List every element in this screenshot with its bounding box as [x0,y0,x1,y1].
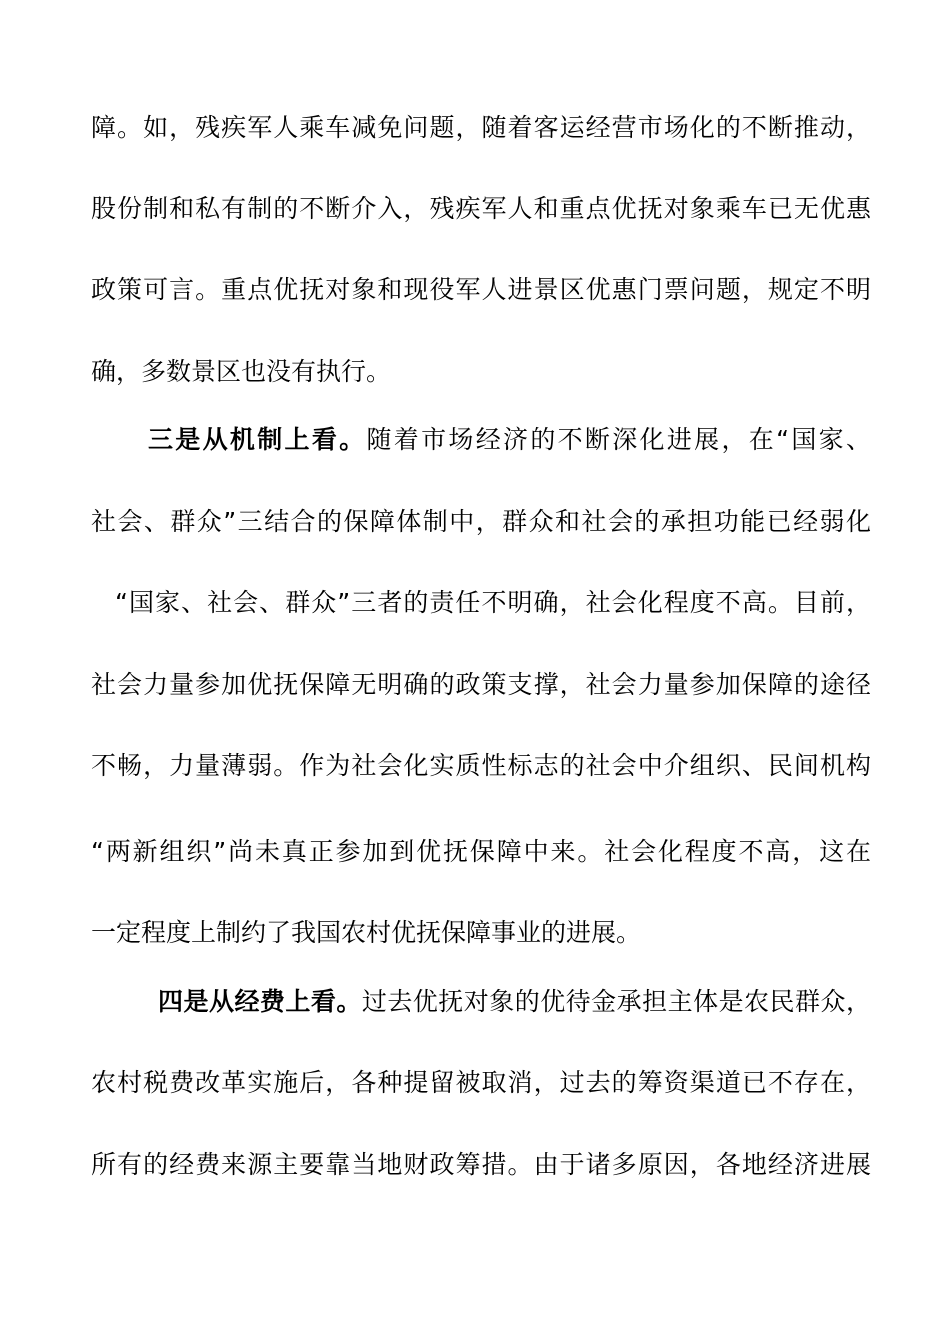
paragraph-mechanism-first-line [148,420,871,460]
text-line: 农村税费改革实施后，各种提留被取消，过去的筹资渠道已不存在， [91,1068,871,1097]
paragraph-funding-first-line [158,982,871,1022]
heading-funding: 四是从经费上看。 [158,987,362,1016]
text-run: 过去优抚对象的优待金承担主体是农民群众， [361,987,871,1016]
text-line: 股份制和私有制的不断介入，残疾军人和重点优抚对象乘车已无优惠 [91,194,871,223]
text-line: 障。如，残疾军人乘车减免问题，随着客运经营市场化的不断推动， [91,113,871,142]
text-line: “国家、社会、群众”三者的责任不明确，社会化程度不高。目前， [115,588,871,617]
text-run: 随着市场经济的不断深化进展，在“国家、 [366,425,871,454]
text-line: 政策可言。重点优抚对象和现役军人进景区优惠门票问题，规定不明 [91,275,871,304]
text-line: 不畅，力量薄弱。作为社会化实质性标志的社会中介组织、民间机构 [91,751,871,780]
heading-mechanism: 三是从机制上看。 [148,425,367,454]
text-line: 确，多数景区也没有执行。 [91,357,392,386]
text-line: 社会力量参加优抚保障无明确的政策支撑，社会力量参加保障的途径 [91,670,871,699]
text-line: 一定程度上制约了我国农村优抚保障事业的进展。 [91,918,642,947]
text-line: 社会、群众”三结合的保障体制中，群众和社会的承担功能已经弱化 [91,507,871,536]
text-line: “两新组织”尚未真正参加到优抚保障中来。社会化程度不高，这在 [91,837,871,866]
text-line: 所有的经费来源主要靠当地财政筹措。由于诸多原因，各地经济进展 [91,1150,871,1179]
